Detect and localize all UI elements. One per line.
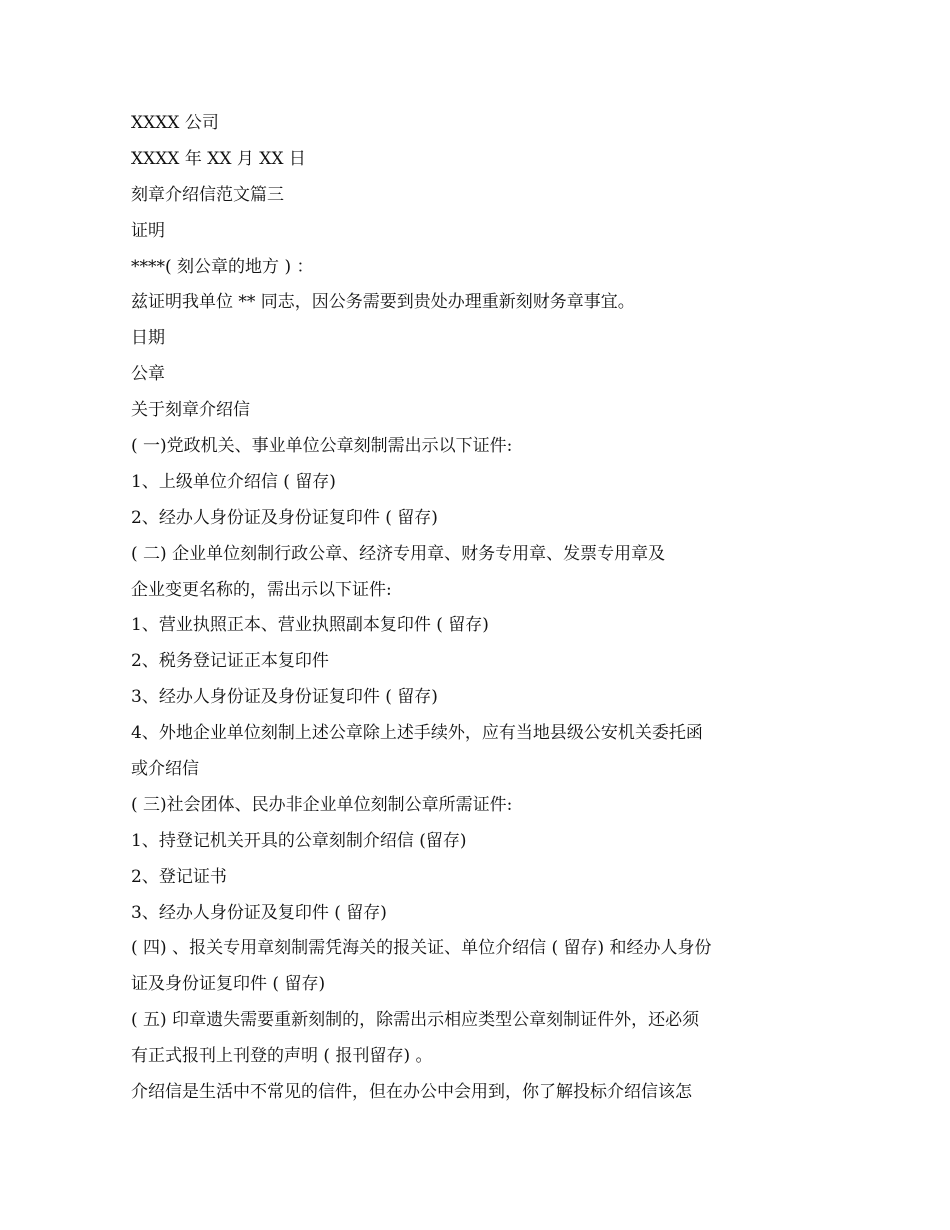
paragraph-line: 1、上级单位介绍信 ( 留存) [131,471,336,492]
paragraph-line: 1、营业执照正本、营业执照副本复印件 ( 留存) [131,615,489,636]
paragraph-line: 或介绍信 [131,759,199,780]
paragraph-line: 证及身份证复印件 ( 留存) [131,974,326,995]
paragraph-line: 介绍信是生活中不常见的信件，但在办公中会用到，你了解投标介绍信该怎 [131,1082,692,1103]
paragraph-line: ( 四) 、报关专用章刻制需凭海关的报关证、单位介绍信 ( 留存) 和经办人身份 [131,938,712,959]
subsection-title: 关于刻章介绍信 [131,400,250,421]
seal-label: 公章 [131,364,165,385]
certificate-body: 兹证明我单位 ** 同志，因公务需要到贵处办理重新刻财务章事宜。 [131,292,635,313]
company-name-line: XXXX 公司 [131,113,219,133]
certificate-heading: 证明 [131,220,165,241]
date-line: XXXX 年 XX 月 XX 日 [131,148,306,169]
paragraph-line: ( 二) 企业单位刻制行政公章、经济专用章、财务专用章、发票专用章及 [131,543,666,564]
paragraph-line: 1、持登记机关开具的公章刻制介绍信 (留存) [131,830,467,851]
section-title: 刻章介绍信范文篇三 [131,184,284,205]
document-body [131,106,771,1111]
paragraph-line: ( 三)社会团体、民办非企业单位刻制公章所需证件: [131,794,513,815]
paragraph-line: 2、登记证书 [131,866,227,887]
paragraph-line: 3、经办人身份证及身份证复印件 ( 留存) [131,687,438,708]
paragraph-line: 3、经办人身份证及复印件 ( 留存) [131,902,387,923]
paragraph-line: 4、外地企业单位刻制上述公章除上述手续外，应有当地县级公安机关委托函 [131,723,703,744]
date-label: 日期 [131,328,165,349]
paragraph-line: 企业变更名称的，需出示以下证件: [131,579,392,600]
addressee-line: ****( 刻公章的地方 ) ： [131,256,314,277]
paragraph-line: 有正式报刊上刊登的声明 ( 报刊留存) 。 [131,1046,433,1067]
paragraph-line: ( 五) 印章遗失需要重新刻制的，除需出示相应类型公章刻制证件外，还必须 [131,1010,700,1031]
paragraph-line: 2、税务登记证正本复印件 [131,651,329,672]
paragraph-line: ( 一)党政机关、事业单位公章刻制需出示以下证件: [131,436,513,457]
paragraph-line: 2、经办人身份证及身份证复印件 ( 留存) [131,507,438,528]
